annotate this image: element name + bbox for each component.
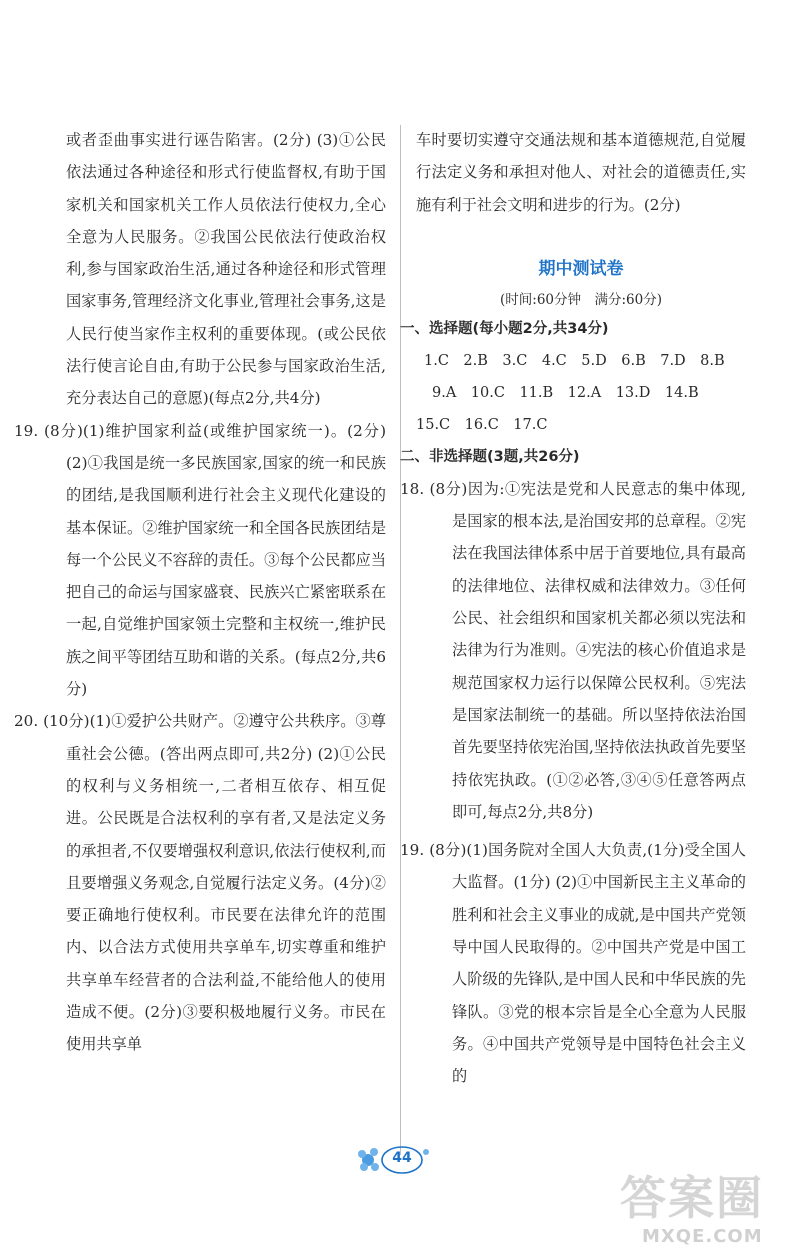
section-heading-nonchoice: 二、非选择题(3题,共26分) xyxy=(400,448,580,465)
answer-paragraph-continuation: 或者歪曲事实进行诬告陷害。(2分) (3)①公民依法通过各种途径和形式行使监督权,有助于国家机关和国家机关工作人员依法行使权力,全心全意为人民服务。②我国公民依法行使政治权利,参与国家政治生活,通过各种途径和形式管理国家事务,管理经济文化事业,管理社会事务,这是人民行使当家作主权利的重要体现。(或公民依法行使言论自由,有助于公民参与国家政治生活,充分表达自己的意愿)(每点2分,共4分) xyxy=(66,131,386,408)
answer-paragraph-q18: 18. (8分)因为:①宪法是党和人民意志的集中体现,是国家的根本法,是治国安邦的总章程。②宪法在我国法律体系中居于首要地位,具有最高的法律地位、法律权威和法律效力。③任何公民、社会组织和国家机关都必须以宪法和法律为行为准则。④宪法的核心价值追求是规范国家权力运行以保障公民权利。⑤宪法是国家法制统一的基础。所以坚持依法治国首先要坚持依宪治国,坚持依法执政首先要坚持依宪执政。(①②必答,③④⑤任意答两点即可,每点2分,共8分) xyxy=(400,479,746,821)
right-column xyxy=(400,124,746,1093)
exam-title: 期中测试卷 xyxy=(538,258,624,279)
watermark-logo xyxy=(610,1150,790,1250)
answer-paragraph-q19: 19. (8分)(1)维护国家利益(或维护国家统一)。(2分) (2)①我国是统一多民族国家,国家的统一和民族的团结,是我国顺利进行社会主义现代化建设的基本保证。②维护国家统一和全国各民族团结是每一个公民义不容辞的责任。③每个公民都应当把自己的命运与国家盛衰、民族兴亡紧密联系在一起,自觉维护国家领土完整和主权统一,维护民族之间平等团结互助和谐的关系。(每点2分,共6分) xyxy=(14,421,386,699)
choice-answers-row: 1.C 2.B 3.C 4.C 5.D 6.B 7.D 8.B xyxy=(424,352,725,369)
page-footer xyxy=(356,1140,446,1180)
choice-answers-row: 9.A 10.C 11.B 12.A 13.D 14.B xyxy=(432,384,699,401)
answer-paragraph-q19-right: 19. (8分)(1)国务院对全国人大负责,(1分)受全国人大监督。(1分) (2)①中国新民主主义革命的胜利和社会主义事业的成就,是中国共产党领导中国人民取得的。②中国共产党是中国工人阶级的先锋队,是中国人民和中华民族的先锋队。③党的根本宗旨是全心全意为人民服务。④中国共产党领导是中国特色社会主义的 xyxy=(400,841,746,1086)
left-column xyxy=(14,124,386,1061)
answer-paragraph-q20: 20. (10分)(1)①爱护公共财产。②遵守公共秩序。③尊重社会公德。(答出两点即可,共2分) (2)①公民的权利与义务相统一,二者相互依存、相互促进。公民既是合法权利的享有者,又是法定义务的承担者,不仅要增强权利意识,依法行使权利,而且要增强义务观念,自觉履行法定义务。(4分)②要正确地行使权利。市民要在法律允许的范围内、以合法方式使用共享单车,切实尊重和维护共享单车经营者的合法利益,不能给他人的使用造成不便。(2分)③要积极地履行义务。市民在使用共享单 xyxy=(14,712,386,1054)
choice-answers-row: 15.C 16.C 17.C xyxy=(416,416,548,433)
answer-paragraph-continuation-right: 车时要切实遵守交通法规和基本道德规范,自觉履行法定义务和承担对他人、对社会的道德责任,实施有利于社会文明和进步的行为。(2分) xyxy=(416,131,746,214)
exam-subtitle: (时间:60分钟 满分:60分) xyxy=(500,291,662,308)
page-number: 44 xyxy=(392,1150,412,1166)
watermark-chinese: 答案圈 xyxy=(620,1171,764,1225)
section-heading-choice: 一、选择题(每小题2分,共34分) xyxy=(400,320,609,337)
watermark-url: MXQE.COM xyxy=(642,1226,763,1247)
